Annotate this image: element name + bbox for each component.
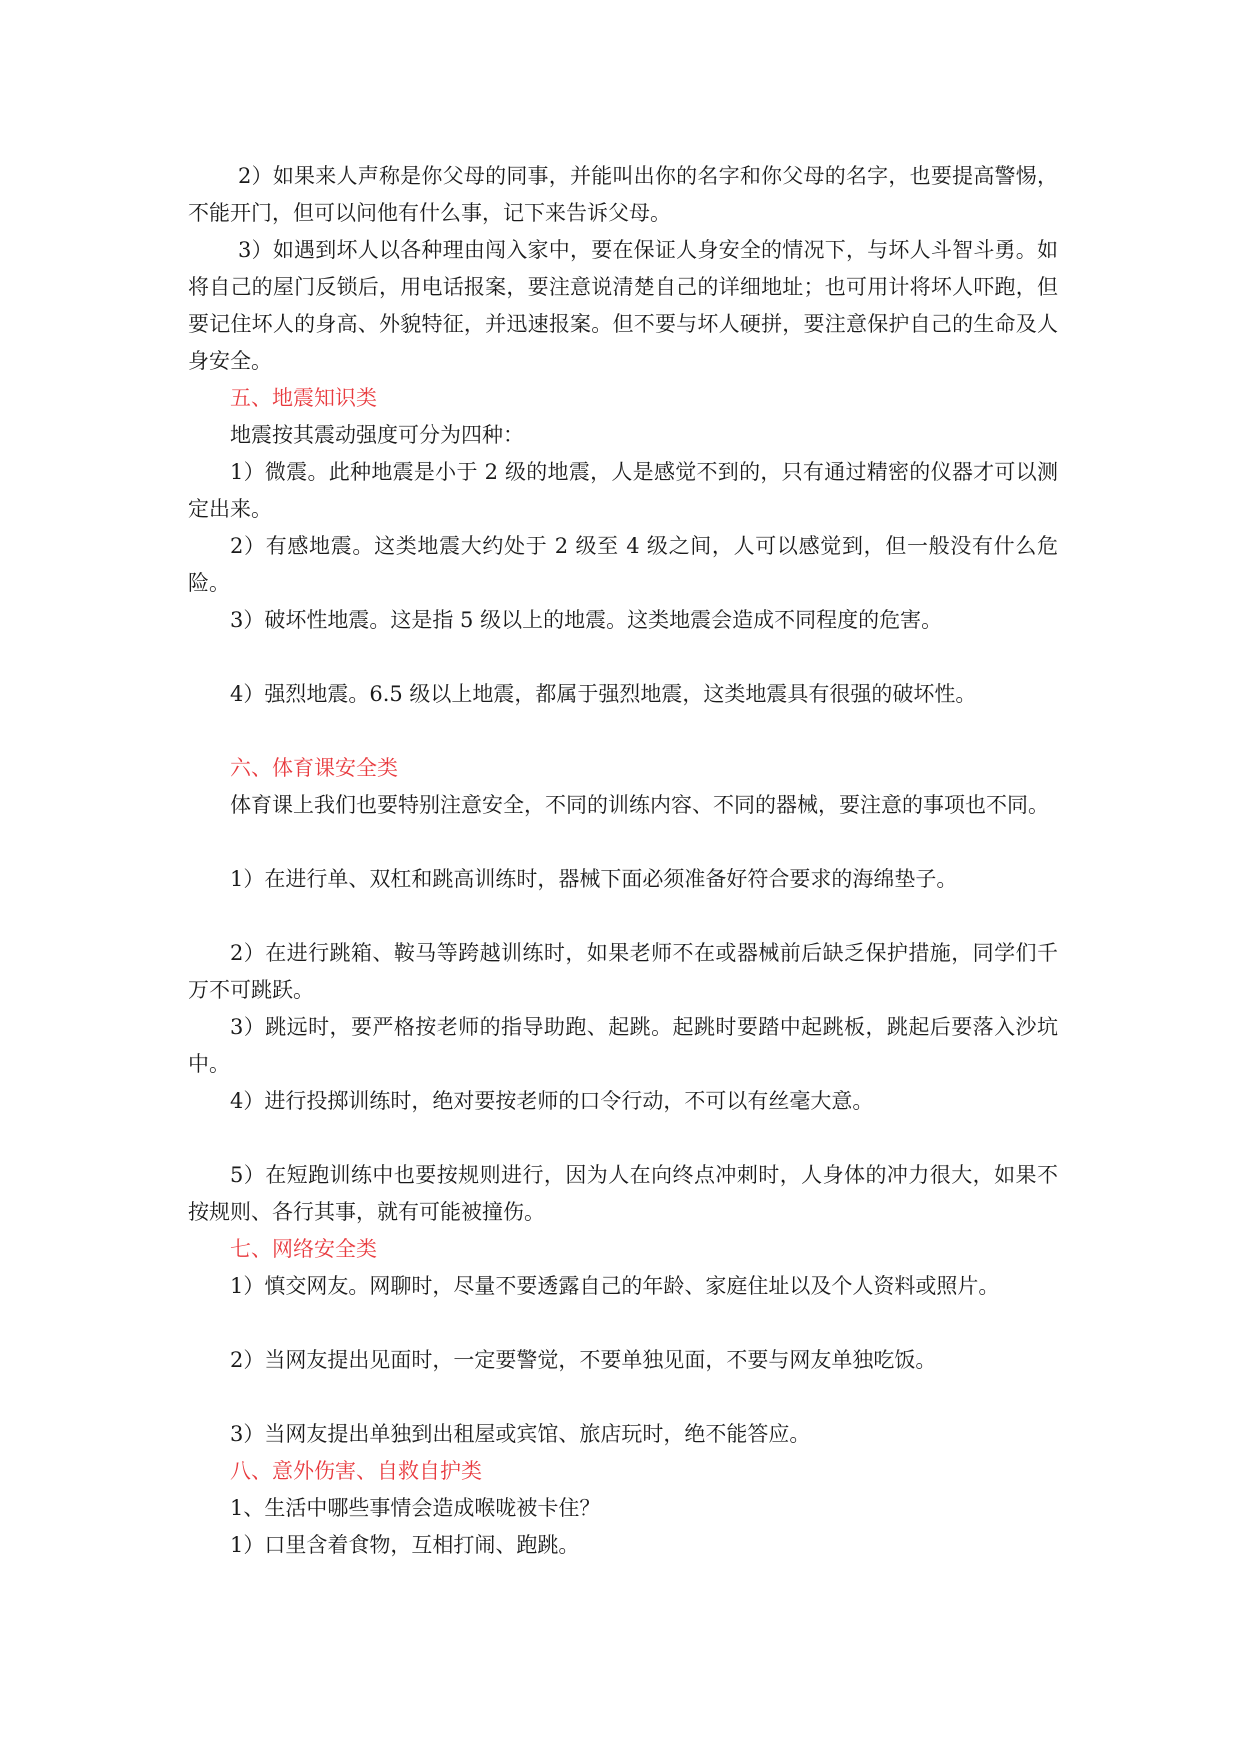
section-heading-earthquake: 五、地震知识类 [230, 386, 377, 410]
paragraph-network-3: 3）当网友提出单独到出租屋或宾馆、旅店玩时，绝不能答应。 [230, 1422, 811, 1446]
paragraph-visitor-coworker: 2）如果来人声称是你父母的同事，并能叫出你的名字和你父母的名字，也要提高警惕，不能开门，但可以问他有什么事，记下来告诉父母。 [188, 164, 1058, 225]
paragraph-pe-intro: 体育课上我们也要特别注意安全，不同的训练内容、不同的器械，要注意的事项也不同。 [230, 793, 1049, 817]
paragraph-pe-5: 5）在短跑训练中也要按规则进行，因为人在向终点冲刺时，人身体的冲力很大，如果不按规则、各行其事，就有可能被撞伤。 [188, 1163, 1058, 1224]
paragraph-earthquake-4: 4）强烈地震。6.5 级以上地震，都属于强烈地震，这类地震具有很强的破坏性。 [230, 682, 977, 706]
paragraph-pe-4: 4）进行投掷训练时，绝对要按老师的口令行动，不可以有丝毫大意。 [230, 1089, 874, 1113]
paragraph-network-2: 2）当网友提出见面时，一定要警觉，不要单独见面，不要与网友单独吃饭。 [230, 1348, 937, 1372]
paragraph-injury-1: 1）口里含着食物，互相打闹、跑跳。 [230, 1533, 580, 1557]
section-heading-network: 七、网络安全类 [230, 1237, 377, 1261]
document-body [188, 158, 1058, 1564]
paragraph-intruder: 3）如遇到坏人以各种理由闯入家中，要在保证人身安全的情况下，与坏人斗智斗勇。如将自己的屋门反锁后，用电话报案，要注意说清楚自己的详细地址；也可用计将坏人吓跑，但要记住坏人的身高、外貌特征，并迅速报案。但不要与坏人硬拼，要注意保护自己的生命及人身安全。 [188, 238, 1058, 373]
section-heading-pe-class: 六、体育课安全类 [230, 756, 398, 780]
paragraph-pe-3: 3）跳远时，要严格按老师的指导助跑、起跳。起跳时要踏中起跳板，跳起后要落入沙坑中。 [188, 1015, 1058, 1076]
section-heading-injury: 八、意外伤害、自救自护类 [230, 1459, 482, 1483]
paragraph-earthquake-3: 3）破坏性地震。这是指 5 级以上的地震。这类地震会造成不同程度的危害。 [230, 608, 943, 632]
paragraph-earthquake-2: 2）有感地震。这类地震大约处于 2 级至 4 级之间，人可以感觉到，但一般没有什么危险。 [188, 534, 1058, 595]
paragraph-pe-1: 1）在进行单、双杠和跳高训练时，器械下面必须准备好符合要求的海绵垫子。 [230, 867, 958, 891]
paragraph-network-1: 1）慎交网友。网聊时，尽量不要透露自己的年龄、家庭住址以及个人资料或照片。 [230, 1274, 1000, 1298]
paragraph-earthquake-1: 1）微震。此种地震是小于 2 级的地震，人是感觉不到的，只有通过精密的仪器才可以测定出来。 [188, 460, 1058, 521]
paragraph-pe-2: 2）在进行跳箱、鞍马等跨越训练时，如果老师不在或器械前后缺乏保护措施，同学们千万不可跳跃。 [188, 941, 1058, 1002]
paragraph-earthquake-intro: 地震按其震动强度可分为四种： [230, 423, 524, 447]
paragraph-injury-question: 1、生活中哪些事情会造成喉咙被卡住？ [230, 1496, 601, 1520]
